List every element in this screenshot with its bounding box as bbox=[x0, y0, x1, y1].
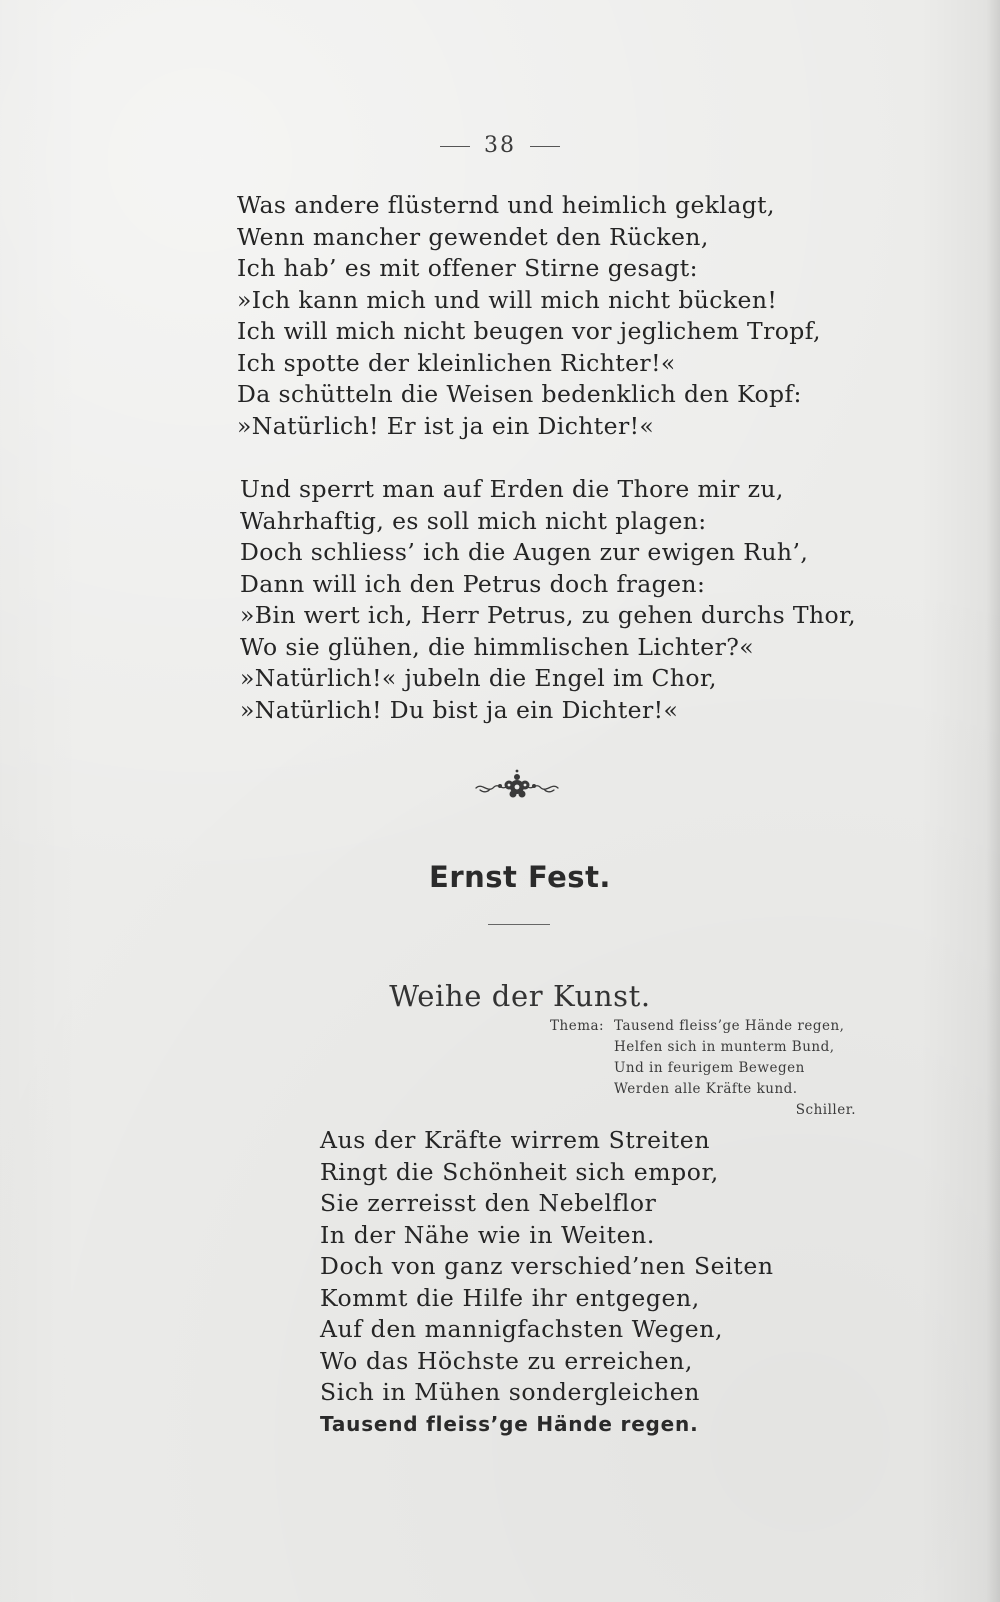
epigraph-line: Und in feurigem Bewegen bbox=[614, 1060, 805, 1076]
stanza-2 bbox=[240, 474, 856, 726]
epigraph-line: Tausend fleiss’ge Hände regen, bbox=[614, 1018, 845, 1034]
verse-line: Ich will mich nicht beugen vor jeglichem Tropf, bbox=[237, 317, 821, 345]
verse-line: Wo das Höchste zu erreichen, bbox=[320, 1346, 693, 1375]
verse-line: »Natürlich! Du bist ja ein Dichter!« bbox=[240, 695, 679, 724]
page-number: 38 bbox=[484, 133, 516, 158]
floral-vignette-icon bbox=[472, 766, 562, 808]
epigraph-line: Werden alle Kräfte kund. bbox=[614, 1081, 798, 1097]
verse-line: Wenn mancher gewendet den Rücken, bbox=[237, 222, 709, 251]
verse-line: In der Nähe wie in Weiten. bbox=[320, 1220, 655, 1249]
title-divider bbox=[488, 924, 550, 925]
header-dash-left bbox=[440, 146, 470, 147]
verse-line: »Natürlich! Er ist ja ein Dichter!« bbox=[237, 411, 655, 440]
verse-line: »Natürlich!« jubeln die Engel im Chor, bbox=[240, 664, 717, 692]
verse-line: Dann will ich den Petrus doch fragen: bbox=[240, 569, 706, 598]
verse-line: Wahrhaftig, es soll mich nicht plagen: bbox=[240, 506, 707, 535]
verse-line: Doch schliess’ ich die Augen zur ewigen Ruh’, bbox=[240, 538, 809, 566]
page-edge-shadow bbox=[986, 0, 1000, 1602]
verse-line: Aus der Kräfte wirrem Streiten bbox=[320, 1126, 711, 1154]
verse-line: »Ich kann mich und will mich nicht bücken! bbox=[237, 285, 778, 314]
epigraph-label: Thema: bbox=[550, 1018, 605, 1034]
epigraph bbox=[550, 1016, 856, 1121]
author-name: Ernst Fest. bbox=[429, 860, 611, 894]
verse-line: Doch von ganz verschied’nen Seiten bbox=[320, 1252, 774, 1280]
verse-line: Wo sie glühen, die himmlischen Lichter?« bbox=[240, 632, 754, 661]
verse-line: »Bin wert ich, Herr Petrus, zu gehen durchs Thor, bbox=[240, 601, 857, 629]
page-header bbox=[0, 133, 1000, 158]
verse-line-emphasized: Tausend fleiss’ge Hände regen. bbox=[320, 1411, 699, 1436]
verse-line: Und sperrt man auf Erden die Thore mir zu, bbox=[240, 475, 784, 503]
verse-line: Was andere flüsternd und heimlich geklagt, bbox=[237, 191, 775, 219]
verse-line: Sich in Mühen sondergleichen bbox=[320, 1378, 700, 1406]
header-dash-right bbox=[530, 146, 560, 147]
epigraph-first-row bbox=[550, 1016, 856, 1037]
stanza-1 bbox=[237, 190, 821, 442]
poem-title: Weihe der Kunst. bbox=[389, 979, 651, 1014]
verse-line: Da schütteln die Weisen bedenklich den Kopf: bbox=[237, 380, 802, 408]
verse-line: Sie zerreisst den Nebelflor bbox=[320, 1189, 657, 1217]
verse-line: Ringt die Schönheit sich empor, bbox=[320, 1157, 719, 1186]
verse-line: Ich spotte der kleinlichen Richter!« bbox=[237, 348, 676, 377]
verse-line: Auf den mannigfachsten Wegen, bbox=[320, 1315, 724, 1343]
verse-line: Kommt die Hilfe ihr entgegen, bbox=[320, 1283, 700, 1312]
verse-line: Ich hab’ es mit offener Stirne gesagt: bbox=[237, 254, 698, 282]
epigraph-line: Helfen sich in munterm Bund, bbox=[614, 1039, 835, 1055]
epigraph-source: Schiller. bbox=[795, 1102, 856, 1118]
poem-body bbox=[320, 1125, 774, 1440]
